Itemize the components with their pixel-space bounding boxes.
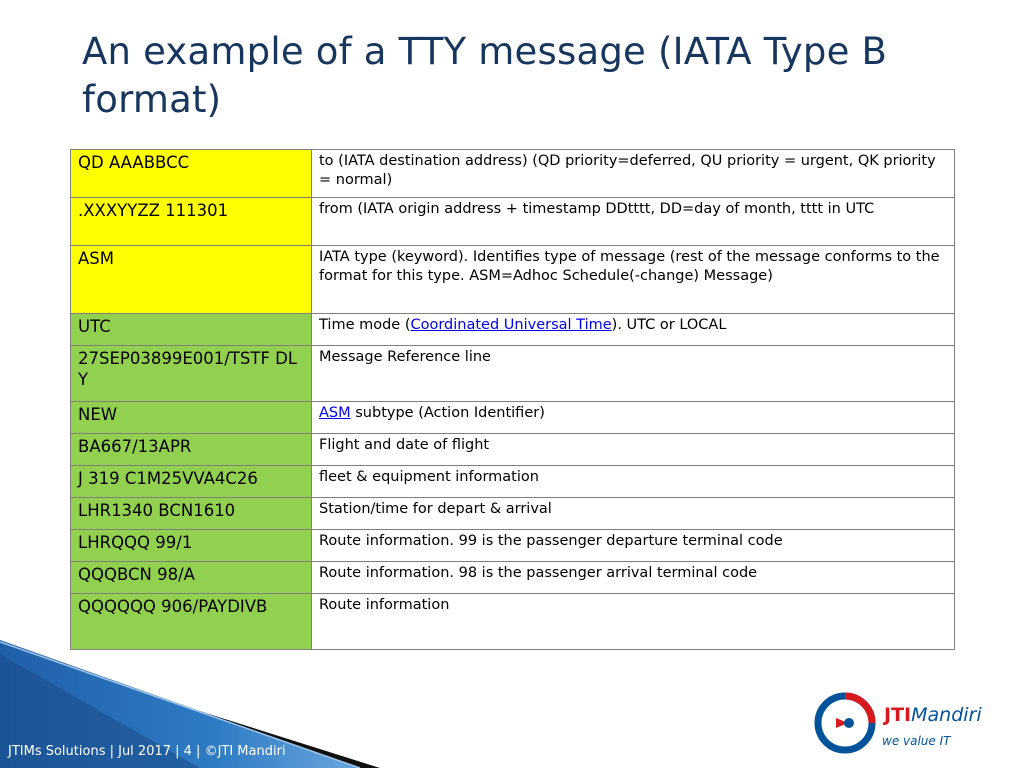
code-cell: QD AAABBCC [71, 150, 312, 198]
desc-text: subtype (Action Identifier) [350, 405, 545, 421]
code-cell: LHRQQQ 99/1 [71, 530, 312, 562]
table-row [71, 562, 955, 594]
jti-mandiri-logo-icon [814, 692, 876, 754]
desc-cell: IATA type (keyword). Identifies type of message (rest of the message conforms to the format for this type. ASM=Adhoc Schedule(-change) Message) [312, 246, 955, 314]
desc-cell [312, 402, 955, 434]
logo-brand-prefix: JTI [884, 704, 912, 726]
footer-text: JTIMs Solutions | Jul 2017 | 4 | ©JTI Mandiri [8, 744, 286, 759]
desc-text: ). UTC or LOCAL [611, 317, 727, 333]
logo-brand-name: Mandiri [911, 704, 982, 726]
table-row [71, 150, 955, 198]
code-cell: UTC [71, 314, 312, 346]
desc-cell: to (IATA destination address) (QD priority=deferred, QU priority = urgent, QK priority = normal) [312, 150, 955, 198]
desc-cell: from (IATA origin address + timestamp DDtttt, DD=day of month, tttt in UTC [312, 198, 955, 246]
table-row [71, 346, 955, 402]
company-logo [814, 690, 1004, 758]
table-row [71, 530, 955, 562]
code-cell: QQQQQQ 906/PAYDIVB [71, 594, 312, 650]
desc-cell: Message Reference line [312, 346, 955, 402]
table-row [71, 498, 955, 530]
code-cell: BA667/13APR [71, 434, 312, 466]
table-row [71, 198, 955, 246]
desc-cell: Route information. 98 is the passenger arrival terminal code [312, 562, 955, 594]
table-row [71, 246, 955, 314]
table-row [71, 466, 955, 498]
desc-cell: Route information. 99 is the passenger departure terminal code [312, 530, 955, 562]
code-cell: NEW [71, 402, 312, 434]
desc-cell: Station/time for depart & arrival [312, 498, 955, 530]
code-cell: J 319 C1M25VVA4C26 [71, 466, 312, 498]
code-cell: .XXXYYZZ 111301 [71, 198, 312, 246]
table-row [71, 314, 955, 346]
desc-text: Time mode ( [319, 317, 411, 333]
desc-cell: Flight and date of flight [312, 434, 955, 466]
tty-message-table [70, 149, 955, 650]
asm-link[interactable]: ASM [319, 405, 351, 421]
coordinated-universal-time-link[interactable]: Coordinated Universal Time [410, 317, 612, 333]
table-row [71, 434, 955, 466]
code-cell: LHR1340 BCN1610 [71, 498, 312, 530]
slide-title: An example of a TTY message (IATA Type B format) [82, 30, 888, 121]
desc-cell [312, 314, 955, 346]
logo-tagline: we value IT [882, 734, 951, 748]
code-cell: ASM [71, 246, 312, 314]
desc-cell: fleet & equipment information [312, 466, 955, 498]
table-row [71, 402, 955, 434]
desc-cell: Route information [312, 594, 955, 650]
code-cell: QQQBCN 98/A [71, 562, 312, 594]
logo-brand [884, 704, 982, 726]
code-cell: 27SEP03899E001/TSTF DL Y [71, 346, 312, 402]
